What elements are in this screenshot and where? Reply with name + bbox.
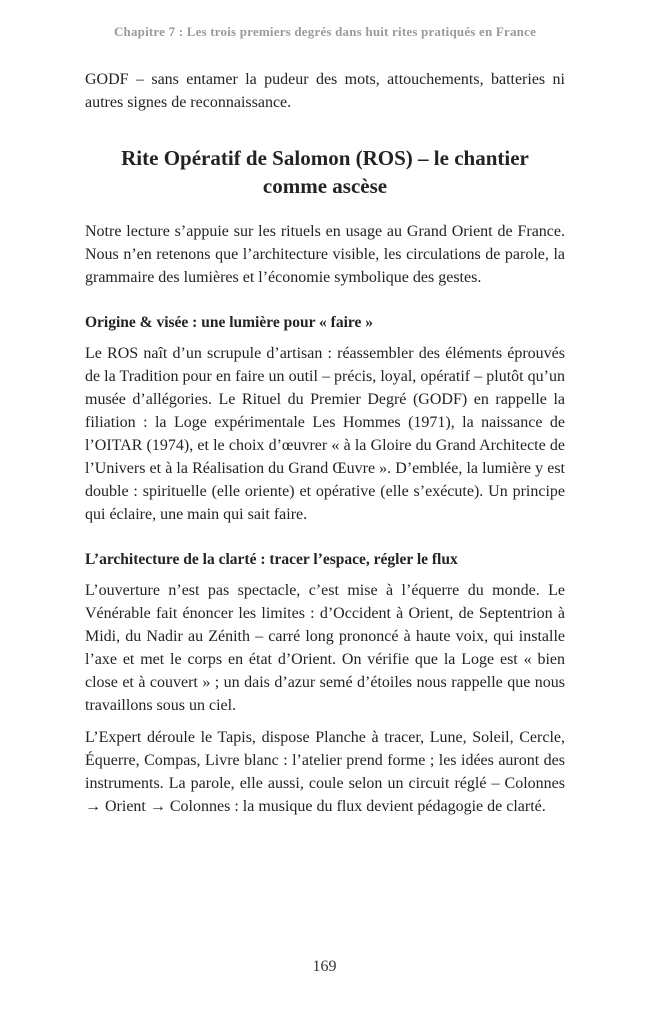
content-blocks: [85, 68, 565, 818]
section-heading: Origine & visée : une lumière pour « faire »: [85, 314, 374, 331]
paragraph: Notre lecture s’appuie sur les rituels en usage au Grand Orient de France. Nous n’en retenons que l’architecture visible, les circulations de parole, la grammaire des lumières et l’économie symbolique des gestes.: [85, 223, 565, 286]
paragraph: L’ouverture n’est pas spectacle, c’est mise à l’équerre du monde. Le Vénérable fait énoncer les limites : d’Occident à Orient, de Septentrion à Midi, du Nadir au Zénith – carré long prononcé à haute voix, qui installe l’axe et met le corps en état d’Orient. On vérifie que la Loge est « bien close et à couvert » ; un dais d’azur semé d’étoiles nous rappelle que nous travaillons sous un ciel.: [85, 582, 565, 714]
paragraph: GODF – sans entamer la pudeur des mots, attouchements, batteries ni autres signes de reconnaissance.: [85, 71, 565, 111]
paragraph: L’Expert déroule le Tapis, dispose Planche à tracer, Lune, Soleil, Cercle, Équerre, Compas, Livre blanc : l’atelier prend forme ; les idées auront des instruments. La parole, elle aussi, coule selon un circuit réglé – Colonnes → Orient → Colonnes : la musique du flux devient pédagogie de clarté.: [85, 729, 565, 815]
page-number: 169: [312, 958, 337, 975]
section-heading: L’architecture de la clarté : tracer l’espace, régler le flux: [85, 551, 458, 568]
chapter-title: Rite Opératif de Salomon (ROS) – le chantier comme ascèse: [121, 146, 529, 198]
paragraph: Le ROS naît d’un scrupule d’artisan : réassembler des éléments éprouvés de la Tradition pour en faire un outil – précis, loyal, opératif – plutôt qu’un musée d’allégories. Le Rituel du Premier Degré (GODF) en rappelle la filiation : la Loge expérimentale Les Hommes (1971), la naissance de l’OITAR (1974), et le choix d’œuvrer « à la Gloire du Grand Architecte de l’Univers et à la Réalisation du Grand Œuvre ». D’emblée, la lumière y est double : spirituelle (elle oriente) et opérative (elle s’exécute). Un principe qui éclaire, une main qui sait faire.: [85, 345, 565, 523]
running-header: Chapitre 7 : Les trois premiers degrés dans huit rites pratiqués en France: [113, 24, 537, 39]
